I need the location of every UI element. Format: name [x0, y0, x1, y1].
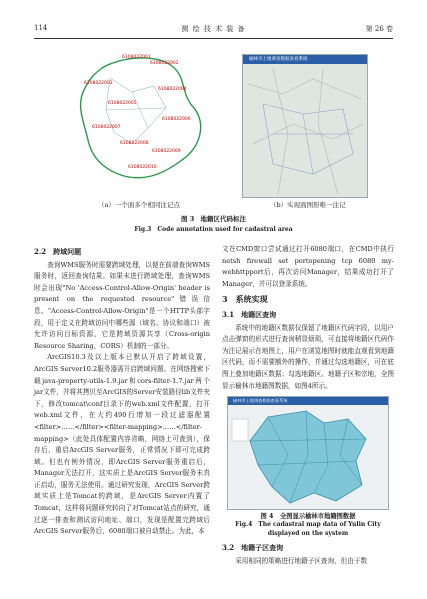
cadastral-code-label: 6108022006: [162, 117, 191, 122]
figure-4-screenshot: [227, 396, 389, 510]
cadastral-code-label: 6108022010: [128, 165, 157, 170]
section-2-2-heading: 2.2 跨域问题: [34, 247, 82, 256]
cadastral-code-label: 6108022007: [92, 125, 121, 130]
cadastral-code-label: 6108022009: [152, 149, 181, 154]
paragraph: 采用相同的策略进行地籍子区查询，但由于数: [235, 556, 368, 565]
page-number: 114: [34, 24, 48, 32]
figure-3b-screenshot: [242, 54, 368, 198]
figure-3-caption: [0, 214, 427, 223]
app-title-bar: 榆林市土地调查数据查看系统: [243, 55, 367, 64]
right-column: [222, 244, 394, 567]
figure-3-caption-en: Fig.3 Code annotation used for cadastral area: [134, 226, 293, 233]
cadastral-code-label: 6108022003: [84, 81, 113, 86]
figure-3a-subcaption: （a）一个面多个相同注记点: [98, 201, 180, 209]
running-header: [34, 24, 393, 36]
figure-4-caption-en: Fig.4 The cadastral map data of Yulin City displayed on the system: [235, 521, 381, 537]
header-rule: [34, 38, 393, 39]
figure-3-number: 图 3: [181, 215, 195, 223]
figure-4-number: 图 4: [260, 513, 274, 521]
journal-name: 测 绘 技 术 装 备: [181, 25, 246, 33]
section-3-2-heading: 3.2 地籍子区查询: [222, 543, 284, 553]
section-3-1-heading: 3.1 地籍区查询: [222, 309, 277, 319]
cadastral-code-label: 6108022002: [150, 61, 179, 66]
paragraph: 查询WMS服务时需要跨域处理，以便在前端查询WMS服务时，返回查询结果。如果未进行跨域处理，查询WMS时会出现"No 'Access-Control-Allow-Origin' header is present on the requested resource"错误信息。"Access-Control-Allow-Origin"是一个HTTP头部字段，用于定义在跨域访问中哪些源（域名、协议和端口）被允许访问目标资源，它是跨域资源共享（Cross-origin Resource Sharing，CORS）机制的一部分。: [34, 260, 210, 350]
cadastral-code-label: 6108022005: [108, 101, 137, 106]
cadastral-code-label: 6108022004: [158, 87, 187, 92]
volume-label: 第 26 卷: [365, 25, 393, 33]
figure-3a-map: [62, 48, 212, 196]
left-column: [34, 244, 210, 538]
figure-3b-subcaption: （b）实现面图形唯一注记: [270, 201, 346, 209]
paragraph: ArcGIS10.3及以上版本已默认开启了跨域设置，ArcGIS Server10.2服务器需开启跨域问题。在网络搜索下载java-property-utils-1.9.jar和cors-filter-1.7.jar两个jar文件，并将其拷贝至ArcGIS的Server安装路径lib文件夹下，修改tomcat\conf目录下的web.xml文件配置，打开web.xml文件，在大约490行增加一段过滤器配置<filter>……</filter><filter-mapping>……</filter-mapping>（此处具体配置内容省略，网络上可查到），保存后，重启ArcGIS Server服务，正常情况下即可完成跨域。但也有例外情况，即ArcGIS Server服务重启后，Manager无法打开，这实质上是ArcGIS Server服务未真正启动，服务无法使用。通过研究发现，ArcGIS Server跨域实质上是Tomcat的跨域，是ArcGIS Server内置了Tomcat，这样将问题研究转向了对Tomcat站点的研究，通过逐一排查和测试访问地址、端口，发现是配置完跨域后ArcGIS Server服务后，6080端口被自动禁止。为此，本: [34, 353, 211, 536]
section-3-heading: 3 系统实现: [222, 294, 268, 305]
paragraph: 文在CMD窗口尝试通过打开6080端口，在CMD中执行netsh firewall set portopening tcp 6080 my-webhttpport后，再次访问Manager，结果成功打开了Manager，并可以登录系统。: [222, 245, 394, 288]
figure-3-title: 地籍区代码标注: [200, 215, 246, 223]
cadastral-code-label: 6108022008: [120, 141, 149, 146]
figure-4-caption: [222, 512, 394, 521]
cadastral-code-label: 6108022001: [122, 55, 151, 60]
app-title-bar: 榆林市土地调查数据查看系统: [228, 397, 388, 405]
figure-4-title: 全图显示榆林市地籍图数据: [279, 513, 356, 521]
paragraph: 系统中的地籍区数据仅保留了地籍区代码字段，以用户点击弹窗的形式进行查询稍显烦琐，可直接将地籍区代码作为注记展示在地图上，用户在浏览地图时就能直观看到地籍区代码，而不需要额外的操作，并通过勾选地籍区，可在底图上叠加地籍区数据；勾选地籍区、地籍子区和宗地，全图显示榆林市地籍图数据，如图4所示。: [222, 323, 394, 390]
